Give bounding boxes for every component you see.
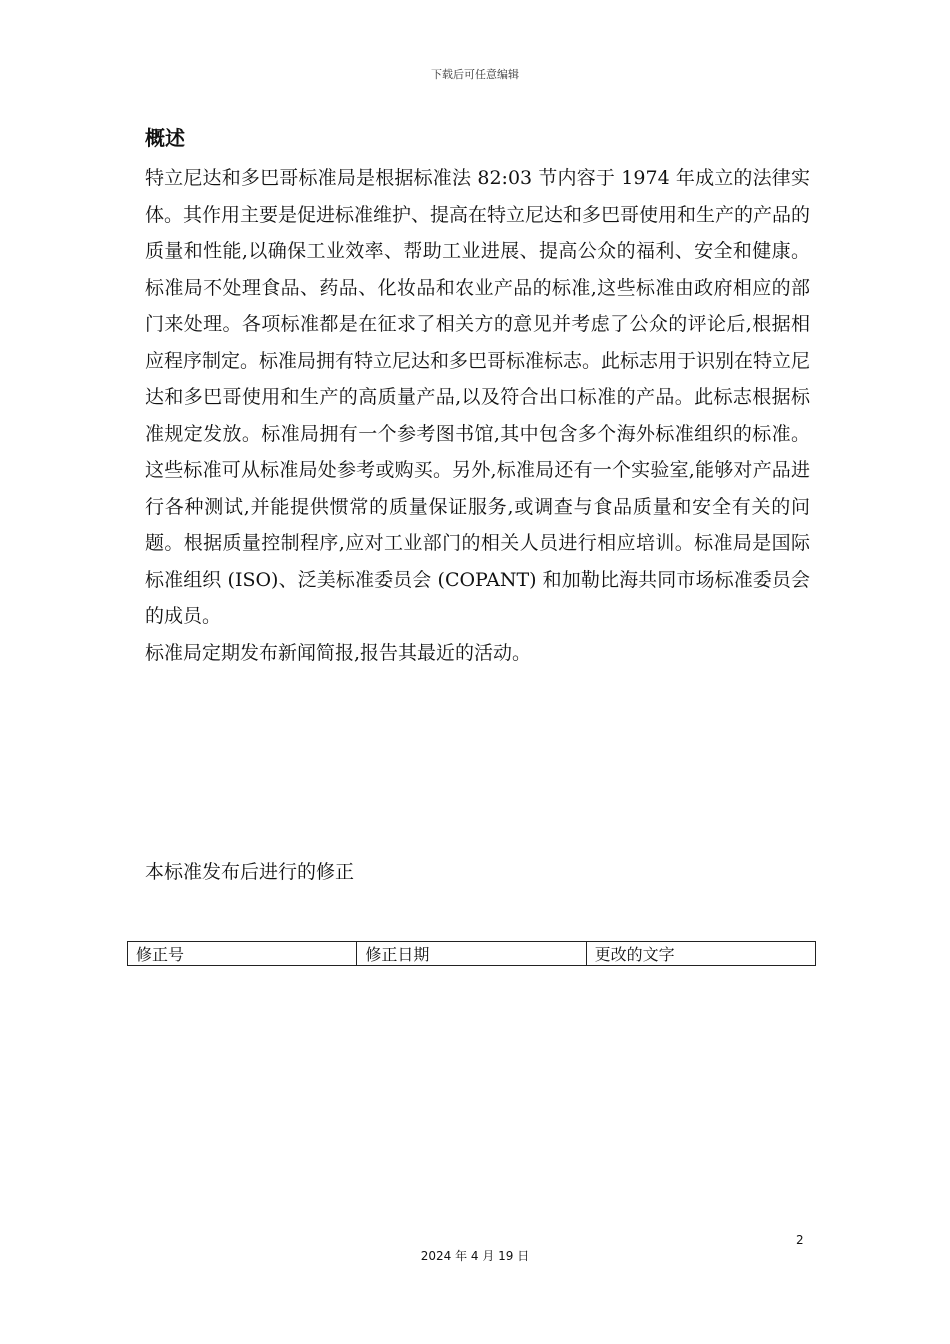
section-body — [145, 160, 810, 671]
section-title: 概述 — [145, 126, 185, 150]
column-changed-text: 更改的文字 — [586, 942, 815, 966]
newsletter-paragraph: 标准局定期发布新闻简报,报告其最近的活动。 — [145, 641, 532, 664]
column-amendment-number: 修正号 — [128, 942, 357, 966]
table-header-row — [128, 942, 816, 966]
page-number: 2 — [796, 1233, 804, 1247]
column-amendment-date: 修正日期 — [357, 942, 586, 966]
amendments-table — [127, 941, 816, 966]
amendments-label: 本标准发布后进行的修正 — [145, 861, 355, 883]
overview-paragraph: 特立尼达和多巴哥标准局是根据标准法 82:03 节内容于 1974 年成立的法律实体。其作用主要是促进标准维护、提高在特立尼达和多巴哥使用和生产的产品的质量和性能,以确保工业效率、帮助工业进展、提高公众的福利、安全和健康。标准局不处理食品、药品、化妆品和农业产品的标准,这些标准由政府相应的部门来处理。各项标准都是在征求了相关方的意见并考虑了公众的评论后,根据相应程序制定。标准局拥有特立尼达和多巴哥标准标志。此标志用于识别在特立尼达和多巴哥使用和生产的高质量产品,以及符合出口标准的产品。此标志根据标准规定发放。标准局拥有一个参考图书馆,其中包含多个海外标准组织的标准。这些标准可从标准局处参考或购买。另外,标准局还有一个实验室,能够对产品进行各种测试,并能提供惯常的质量保证服务,或调查与食品质量和安全有关的问题。根据质量控制程序,应对工业部门的相关人员进行相应培训。标准局是国际标准组织 (ISO)、泛美标准委员会 (COPANT) 和加勒比海共同市场标准委员会的成员。 — [145, 167, 811, 627]
page-header: 下载后可任意编辑 — [431, 68, 519, 81]
footer-date: 2024 年 4 月 19 日 — [420, 1249, 530, 1263]
